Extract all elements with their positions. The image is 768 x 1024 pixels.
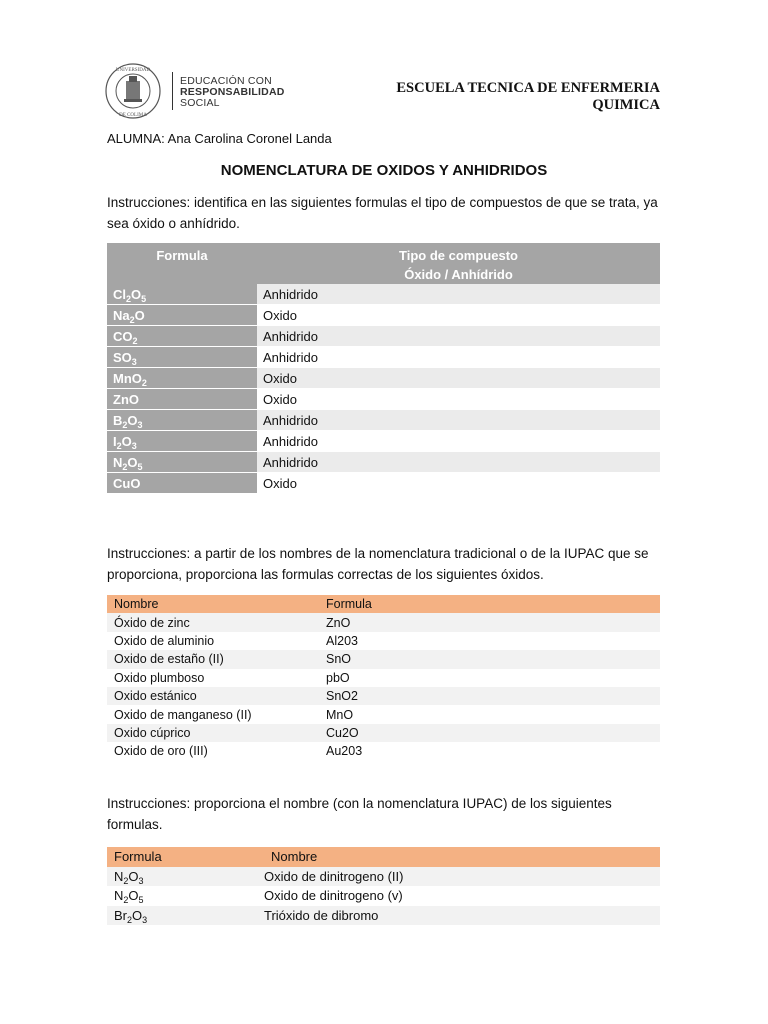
formula-cell: $N_2O_5$ <box>107 452 257 473</box>
table-row <box>107 389 660 410</box>
table-row <box>107 326 660 347</box>
iupac-name-table <box>107 847 660 925</box>
formula-cell: $N_2O_3$ <box>107 867 257 887</box>
subject-name: QUIMICA <box>592 97 660 113</box>
logo-line-3: SOCIAL <box>180 97 220 109</box>
oxide-name-cell: Óxido de zinc <box>107 613 319 631</box>
logo-line-2: RESPONSABILIDAD <box>180 86 285 98</box>
table-row <box>107 613 660 631</box>
table-row <box>107 906 660 926</box>
formula-cell: $N_2O_5$ <box>114 888 144 906</box>
formula-cell: MnO$_2$ <box>107 368 257 389</box>
oxide-formula-cell: Al203 <box>326 633 358 648</box>
school-name: ESCUELA TECNICA DE ENFERMERIA <box>396 80 660 96</box>
compound-type-cell: Oxido <box>257 473 660 494</box>
table-header-row <box>107 243 660 284</box>
table-row <box>107 669 660 687</box>
header-formula: Formula <box>319 595 660 613</box>
header-formula: Formula <box>107 847 257 867</box>
oxide-name-cell: Oxido de estaño (II) <box>107 650 319 668</box>
student-name: ALUMNA: Ana Carolina Coronel Landa <box>107 131 332 146</box>
header-type-line1: Tipo de compuesto <box>399 248 518 263</box>
iupac-name-cell: Oxido de dinitrogeno (v) <box>264 888 403 904</box>
svg-text:UNIVERSIDAD: UNIVERSIDAD <box>115 68 151 73</box>
header-name: Nombre <box>107 595 319 613</box>
compound-type-cell: Anhidrido <box>257 326 660 347</box>
iupac-name-cell: Oxido de dinitrogeno (II) <box>257 867 660 887</box>
table-row <box>107 452 660 473</box>
compound-type-cell: Anhidrido <box>257 431 660 452</box>
oxide-formula-cell: Cu2O <box>319 724 660 742</box>
table-row <box>107 687 660 705</box>
header-formula: Formula <box>107 243 257 284</box>
header-type-line2: Óxido / Anhídrido <box>404 267 513 282</box>
table-row <box>107 724 660 742</box>
table-row <box>107 473 660 494</box>
compound-type-cell: Anhidrido <box>257 347 660 368</box>
formula-cell: ZnO <box>107 389 257 410</box>
oxide-formula-cell: ZnO <box>319 613 660 631</box>
school-header <box>396 80 660 114</box>
iupac-name-cell: Trióxido de dibromo <box>257 906 660 926</box>
table-row <box>107 867 660 887</box>
formula-cell: $SO_3$ <box>107 347 257 368</box>
oxide-formula-table <box>107 595 660 761</box>
table-header-row <box>107 595 660 613</box>
table-row <box>107 431 660 452</box>
table-row <box>107 632 660 650</box>
oxide-name-cell: Oxido estánico <box>107 687 319 705</box>
formula-cell: $Na_2O$ <box>107 305 257 326</box>
oxide-formula-cell: SnO <box>319 650 660 668</box>
oxide-formula-cell: pbO <box>326 670 350 685</box>
compound-type-cell: Oxido <box>257 389 660 410</box>
svg-text:DE COLIMA: DE COLIMA <box>119 113 147 118</box>
compound-type-cell: Anhidrido <box>257 410 660 431</box>
oxide-name-cell: Oxido plumboso <box>114 670 205 685</box>
oxide-name-cell: Oxido de manganeso (II) <box>114 707 252 722</box>
oxide-name-cell: Oxido de aluminio <box>114 633 215 648</box>
formula-cell: $Cl_2O_5$ <box>107 284 257 305</box>
logo-divider <box>172 72 173 110</box>
page-title: NOMENCLATURA DE OXIDOS Y ANHIDRIDOS <box>220 162 548 179</box>
header-name: Nombre <box>257 847 660 867</box>
university-logo <box>104 62 304 122</box>
table-row <box>107 410 660 431</box>
compound-type-cell: Anhidrido <box>257 284 660 305</box>
formula-cell: $Br_2O_3$ <box>107 906 257 926</box>
table-row <box>107 742 660 760</box>
table-row <box>107 347 660 368</box>
compound-type-cell: Anhidrido <box>257 452 660 473</box>
compound-type-cell: Oxido <box>257 305 660 326</box>
header-type <box>257 243 660 284</box>
section3-instructions: Instrucciones: proporciona el nombre (con la nomenclatura IUPAC) de los siguientes formulas. <box>107 796 612 832</box>
table-row <box>107 650 660 668</box>
table-row <box>107 305 660 326</box>
oxide-classification-table <box>107 243 660 494</box>
logo-line-1: EDUCACIÓN CON <box>180 75 272 87</box>
formula-cell: $CO_2$ <box>107 326 257 347</box>
oxide-name-cell: Oxido cúprico <box>107 724 319 742</box>
oxide-formula-cell: MnO <box>326 707 354 722</box>
formula-cell: $B_2O_3$ <box>107 410 257 431</box>
formula-cell: $I_2O_3$ <box>107 431 257 452</box>
table-row <box>107 705 660 723</box>
section2-instructions: Instrucciones: a partir de los nombres de la nomenclatura tradicional o de la IUPAC que se proporciona, proporciona las formulas correctas de los siguientes óxidos. <box>107 546 649 582</box>
compound-type-cell: Oxido <box>257 368 660 389</box>
table-row <box>107 284 660 305</box>
section1-instructions: Instrucciones: identifica en las siguientes formulas el tipo de compuestos de que se trata, ya sea óxido o anhídrido. <box>107 195 658 231</box>
formula-cell: CuO <box>107 473 257 494</box>
oxide-formula-cell: SnO2 <box>319 687 660 705</box>
university-seal-icon <box>104 62 162 120</box>
oxide-formula-cell: Au203 <box>326 744 363 759</box>
table-row <box>107 368 660 389</box>
table-header-row <box>107 847 660 867</box>
oxide-name-cell: Oxido de oro (III) <box>114 744 208 759</box>
table-row <box>107 886 660 906</box>
